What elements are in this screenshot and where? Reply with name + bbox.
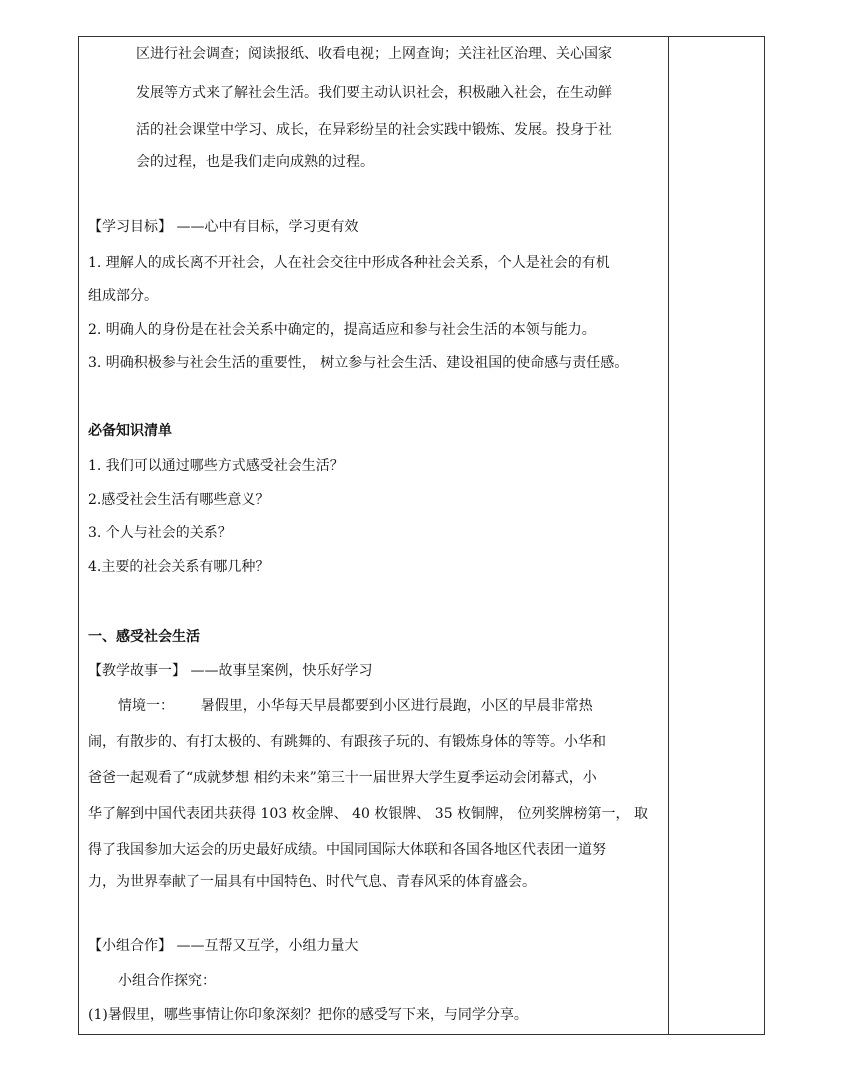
objectives-heading: 【学习目标】 ——心中有目标，学习更有效	[88, 219, 359, 235]
group-question-1: (1)暑假里，哪些事情让你印象深刻？把你的感受写下来，与同学分享。	[88, 1007, 528, 1023]
story-line-6: 力，为世界奉献了一届具有中国特色、时代气息、青春风采的体育盛会。	[88, 874, 536, 890]
story-line-2: 闹，有散步的、有打太极的、有跳舞的、有跟孩子玩的、有锻炼身体的等等。小华和	[88, 734, 606, 750]
story-line-1: 情境一： 暑假里，小华每天早晨都要到小区进行晨跑，小区的早晨非常热	[118, 698, 593, 714]
checklist-question-1: 1. 我们可以通过哪些方式感受社会生活？	[88, 458, 344, 474]
objective-2: 2. 明确人的身份是在社会关系中确定的，提高适应和参与社会生活的本领与能力。	[88, 322, 596, 338]
story-line-4: 华了解到中国代表团共获得 103 枚金牌、 40 枚银牌、 35 枚铜牌， 位列奖牌榜第一， 取	[88, 806, 648, 822]
intro-line-2: 发展等方式来了解社会生活。我们要主动认识社会，积极融入社会，在生动鲜	[136, 85, 612, 101]
group-intro: 小组合作探究：	[118, 973, 216, 989]
objective-1-line-1: 1. 理解人的成长离不开社会，人在社会交往中形成各种社会关系，个人是社会的有机	[88, 255, 610, 271]
group-heading: 【小组合作】 ——互帮又互学，小组力量大	[88, 938, 359, 954]
intro-line-3: 活的社会课堂中学习、成长，在异彩纷呈的社会实践中锻炼、发展。投身于社	[136, 122, 612, 138]
checklist-question-4: 4.主要的社会关系有哪几种？	[88, 559, 270, 575]
intro-line-4: 会的过程，也是我们走向成熟的过程。	[136, 154, 374, 170]
checklist-question-3: 3. 个人与社会的关系？	[88, 525, 232, 541]
story-line-5: 得了我国参加大运会的历史最好成绩。中国同国际大体联和各国各地区代表团一道努	[88, 842, 606, 858]
objective-3: 3. 明确积极参与社会生活的重要性， 树立参与社会生活、建设祖国的使命感与责任感。	[88, 355, 629, 371]
section-1-heading: 一、感受社会生活	[88, 629, 200, 645]
intro-line-1: 区进行社会调查；阅读报纸、收看电视；上网查询；关注社区治理、关心国家	[136, 46, 612, 62]
column-divider	[668, 36, 669, 1035]
objective-1-line-2: 组成部分。	[88, 288, 158, 304]
story-line-3: 爸爸一起观看了“成就梦想 相约未来”第三十一届世界大学生夏季运动会闭幕式，小	[88, 770, 597, 786]
checklist-question-2: 2.感受社会生活有哪些意义？	[88, 492, 270, 508]
checklist-heading: 必备知识清单	[88, 423, 172, 439]
story-heading: 【教学故事一】 ——故事呈案例，快乐好学习	[88, 663, 373, 679]
